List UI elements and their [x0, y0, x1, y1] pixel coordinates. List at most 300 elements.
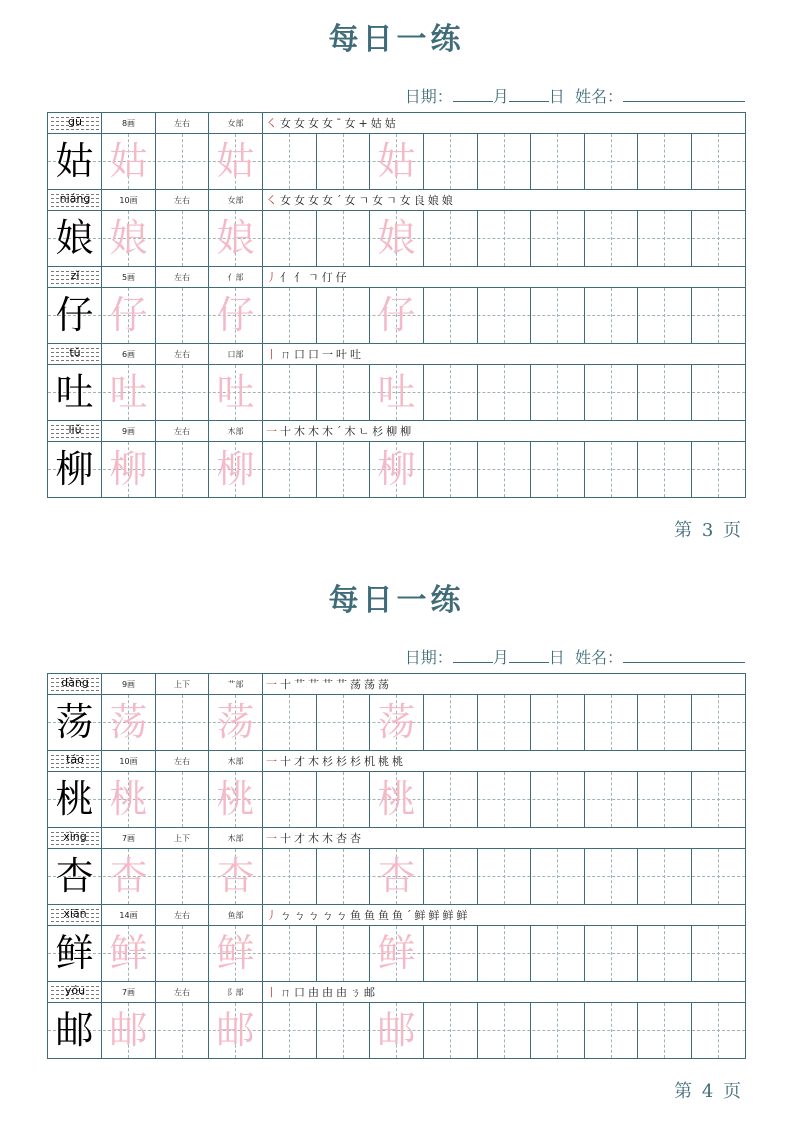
model-character: 鲜 — [55, 931, 94, 975]
character-info-strip — [47, 750, 746, 772]
writing-box[interactable] — [478, 288, 531, 343]
stroke-order-step: 杏 — [336, 832, 350, 845]
writing-box[interactable] — [478, 211, 531, 266]
stroke-order-step: 鱼ˊ — [392, 909, 415, 922]
writing-box[interactable] — [638, 442, 692, 497]
stroke-order-step: 亻 — [280, 271, 294, 284]
pinyin: liǔ — [68, 423, 82, 436]
writing-box[interactable] — [317, 288, 370, 343]
writing-box[interactable] — [531, 849, 585, 904]
pinyin-guide — [51, 907, 99, 924]
structure: 左右 — [174, 757, 190, 766]
trace-character-box[interactable] — [102, 211, 156, 266]
writing-grid — [47, 694, 746, 751]
writing-box[interactable] — [638, 695, 692, 750]
stroke-order-step: 亻ㄱ — [294, 271, 322, 284]
writing-box[interactable] — [638, 134, 692, 189]
writing-box[interactable] — [263, 1003, 317, 1058]
stroke-order-step: ㄅ — [322, 909, 336, 922]
writing-box[interactable] — [424, 288, 478, 343]
writing-grid — [47, 925, 746, 982]
trace-character-box[interactable] — [209, 926, 263, 981]
month-blank[interactable] — [453, 648, 493, 663]
writing-box[interactable] — [263, 926, 317, 981]
character-info-strip — [47, 343, 746, 365]
stroke-order-step: 艹 — [336, 678, 350, 691]
trace-character-box[interactable] — [370, 849, 424, 904]
model-character: 荡 — [55, 700, 94, 744]
writing-box[interactable] — [263, 442, 317, 497]
writing-box[interactable] — [531, 288, 585, 343]
radical-cell — [209, 344, 263, 365]
writing-box[interactable] — [317, 211, 370, 266]
stroke-order-step: 杏 — [350, 832, 364, 845]
trace-character-box[interactable] — [102, 442, 156, 497]
writing-box[interactable] — [156, 211, 209, 266]
writing-box[interactable] — [692, 849, 745, 904]
trace-character: 仔 — [109, 293, 148, 337]
writing-box[interactable] — [424, 849, 478, 904]
writing-grid — [47, 771, 746, 828]
writing-box[interactable] — [156, 365, 209, 420]
pinyin: táo — [66, 753, 84, 766]
date-label: 日期： — [404, 648, 453, 667]
writing-box[interactable] — [156, 442, 209, 497]
character-info-strip — [47, 189, 746, 211]
pinyin-cell — [48, 113, 102, 134]
radical-cell — [209, 674, 263, 695]
trace-character: 姑 — [109, 139, 148, 183]
stroke-order-sequence — [266, 828, 364, 849]
trace-character: 吐 — [109, 370, 148, 414]
writing-box[interactable] — [263, 365, 317, 420]
structure: 左右 — [174, 427, 190, 436]
writing-box[interactable] — [317, 442, 370, 497]
trace-character: 娘 — [216, 216, 255, 260]
day-label: 日 — [548, 87, 565, 106]
writing-box[interactable] — [478, 1003, 531, 1058]
stroke-order-step: 一 — [266, 678, 280, 691]
pinyin-cell — [48, 751, 102, 772]
stroke-order-step: 杉 — [372, 425, 387, 438]
stroke-count: 9画 — [121, 680, 136, 689]
radical-cell — [209, 828, 263, 849]
trace-character-box[interactable] — [370, 772, 424, 827]
pinyin-guide — [51, 346, 99, 363]
trace-character: 荡 — [216, 700, 255, 744]
writing-box[interactable] — [424, 1003, 478, 1058]
stroke-count: 10画 — [119, 757, 138, 766]
writing-box[interactable] — [692, 442, 745, 497]
writing-box[interactable] — [638, 1003, 692, 1058]
writing-grid — [47, 848, 746, 905]
stroke-order-step: 木 — [294, 425, 308, 438]
date-name-line — [405, 645, 745, 668]
stroke-order-step: 木 — [322, 832, 336, 845]
writing-box[interactable] — [585, 926, 638, 981]
stroke-count-cell — [102, 113, 156, 134]
trace-character: 鲜 — [377, 931, 416, 975]
writing-box[interactable] — [638, 365, 692, 420]
stroke-order-step: 女 — [294, 194, 308, 207]
trace-character: 柳 — [377, 447, 416, 491]
trace-character: 邮 — [109, 1008, 148, 1052]
writing-box[interactable] — [156, 288, 209, 343]
model-character: 桃 — [55, 777, 94, 821]
writing-box[interactable] — [692, 772, 745, 827]
trace-character-box[interactable] — [209, 442, 263, 497]
writing-box[interactable] — [424, 695, 478, 750]
day-blank[interactable] — [509, 648, 549, 663]
stroke-count: 14画 — [119, 911, 138, 920]
trace-character: 仔 — [216, 293, 255, 337]
writing-box[interactable] — [692, 134, 745, 189]
stroke-order-step: 杉 — [336, 755, 350, 768]
stroke-order-step: 木ˊ — [322, 425, 345, 438]
writing-box[interactable] — [424, 365, 478, 420]
writing-box[interactable] — [424, 442, 478, 497]
writing-box[interactable] — [692, 1003, 745, 1058]
stroke-order-step: 由ㄋ — [336, 986, 364, 999]
writing-box[interactable] — [424, 211, 478, 266]
structure-cell — [156, 674, 209, 695]
structure: 左右 — [174, 196, 190, 205]
stroke-order-sequence — [266, 674, 392, 695]
stroke-order-step: 仃 — [321, 271, 336, 284]
pinyin: dàng — [61, 676, 89, 689]
writing-box[interactable] — [156, 695, 209, 750]
practice-page — [0, 561, 793, 1122]
pinyin-guide — [51, 830, 99, 847]
writing-box[interactable] — [531, 134, 585, 189]
model-character: 杏 — [55, 854, 94, 898]
stroke-order-step: 荡 — [378, 678, 392, 691]
name-blank[interactable] — [623, 648, 745, 663]
model-character-box — [48, 695, 102, 750]
structure-cell — [156, 113, 209, 134]
pinyin-cell — [48, 905, 102, 926]
writing-box[interactable] — [156, 134, 209, 189]
practice-sheet — [47, 112, 745, 498]
stroke-order-step: 口 — [294, 348, 308, 361]
structure-cell — [156, 190, 209, 211]
model-character-box — [48, 772, 102, 827]
stroke-order-step: 木 — [308, 755, 322, 768]
trace-character: 仔 — [377, 293, 416, 337]
trace-character-box[interactable] — [370, 211, 424, 266]
model-character: 吐 — [55, 370, 94, 414]
writing-box[interactable] — [585, 288, 638, 343]
stroke-order-step: 杉 — [350, 755, 364, 768]
stroke-order-step: 女+ — [344, 117, 371, 130]
model-character-box — [48, 134, 102, 189]
trace-character: 鲜 — [109, 931, 148, 975]
writing-box[interactable] — [317, 926, 370, 981]
day-label: 日 — [548, 648, 565, 667]
stroke-order-step: 艹 — [294, 678, 308, 691]
writing-box[interactable] — [585, 772, 638, 827]
structure-cell — [156, 421, 209, 442]
writing-box[interactable] — [638, 849, 692, 904]
character-row — [47, 266, 745, 344]
stroke-order-sequence — [266, 113, 399, 134]
stroke-count-cell — [102, 905, 156, 926]
model-character: 柳 — [55, 447, 94, 491]
trace-character-box[interactable] — [209, 365, 263, 420]
writing-box[interactable] — [692, 926, 745, 981]
pinyin: zǐ — [70, 269, 80, 282]
trace-character-box[interactable] — [370, 926, 424, 981]
trace-character: 娘 — [109, 216, 148, 260]
writing-box[interactable] — [478, 926, 531, 981]
writing-box[interactable] — [585, 442, 638, 497]
writing-box[interactable] — [424, 772, 478, 827]
character-row — [47, 827, 745, 905]
date-label: 日期： — [404, 87, 453, 106]
trace-character: 邮 — [216, 1008, 255, 1052]
stroke-order-step: 十 — [280, 832, 294, 845]
trace-character-box[interactable] — [370, 134, 424, 189]
writing-box[interactable] — [424, 134, 478, 189]
stroke-order-step: 艹 — [322, 678, 336, 691]
writing-box[interactable] — [478, 442, 531, 497]
pinyin: gū — [68, 115, 82, 128]
radical-cell — [209, 267, 263, 288]
radical-cell — [209, 113, 263, 134]
writing-box[interactable] — [478, 365, 531, 420]
trace-character: 吐 — [377, 370, 416, 414]
writing-box[interactable] — [263, 134, 317, 189]
writing-box[interactable] — [263, 211, 317, 266]
trace-character-box[interactable] — [102, 134, 156, 189]
character-info-strip — [47, 904, 746, 926]
page-title: 每日一练 — [328, 583, 465, 618]
stroke-order-step: 女ˉ — [322, 117, 345, 130]
writing-box[interactable] — [424, 926, 478, 981]
writing-box[interactable] — [692, 288, 745, 343]
character-info-strip — [47, 420, 746, 442]
character-row — [47, 981, 745, 1059]
writing-box[interactable] — [585, 365, 638, 420]
pinyin: xiān — [63, 907, 87, 920]
writing-box[interactable] — [638, 772, 692, 827]
writing-box[interactable] — [478, 772, 531, 827]
stroke-order-sequence — [266, 905, 471, 926]
writing-box[interactable] — [692, 211, 745, 266]
writing-box[interactable] — [478, 849, 531, 904]
radical: 木部 — [227, 427, 244, 436]
model-character-box — [48, 926, 102, 981]
writing-box[interactable] — [531, 1003, 585, 1058]
writing-box[interactable] — [531, 442, 585, 497]
writing-box[interactable] — [531, 211, 585, 266]
trace-character-box[interactable] — [370, 442, 424, 497]
stroke-order-step: 女 — [294, 117, 308, 130]
stroke-count: 7画 — [121, 988, 136, 997]
stroke-order-step: 艹 — [308, 678, 322, 691]
trace-character-box[interactable] — [102, 772, 156, 827]
writing-box[interactable] — [317, 1003, 370, 1058]
date-name-line — [405, 84, 745, 107]
stroke-order-step: 女良 — [399, 194, 428, 207]
character-info-strip — [47, 112, 746, 134]
writing-grid — [47, 210, 746, 267]
trace-character-box[interactable] — [209, 849, 263, 904]
pinyin-guide — [51, 984, 99, 1001]
stroke-order-step: 女 — [308, 117, 322, 130]
radical-cell — [209, 982, 263, 1003]
trace-character: 娘 — [377, 216, 416, 260]
writing-box[interactable] — [317, 695, 370, 750]
stroke-order-step: 柳 — [386, 425, 401, 438]
writing-box[interactable] — [638, 211, 692, 266]
trace-character-box[interactable] — [102, 695, 156, 750]
trace-character: 桃 — [216, 777, 255, 821]
stroke-order-step: 丿 — [266, 909, 280, 922]
trace-character-box[interactable] — [209, 134, 263, 189]
writing-box[interactable] — [531, 365, 585, 420]
character-info-strip — [47, 266, 746, 288]
trace-character-box[interactable] — [209, 211, 263, 266]
character-info-strip — [47, 827, 746, 849]
stroke-order-sequence — [266, 190, 456, 211]
writing-box[interactable] — [156, 772, 209, 827]
trace-character-box[interactable] — [102, 288, 156, 343]
trace-character: 姑 — [216, 139, 255, 183]
stroke-count: 9画 — [121, 427, 136, 436]
writing-box[interactable] — [478, 695, 531, 750]
trace-character: 姑 — [377, 139, 416, 183]
radical-cell — [209, 190, 263, 211]
stroke-order-step: 鱼 — [350, 909, 364, 922]
stroke-order-step: 仔 — [335, 271, 350, 284]
trace-character-box[interactable] — [102, 926, 156, 981]
writing-box[interactable] — [156, 1003, 209, 1058]
writing-box[interactable] — [585, 134, 638, 189]
trace-character-box[interactable] — [102, 365, 156, 420]
writing-box[interactable] — [156, 926, 209, 981]
stroke-order-step: 口 — [294, 986, 308, 999]
stroke-count: 6画 — [121, 350, 136, 359]
stroke-order-sequence — [266, 421, 414, 442]
writing-box[interactable] — [585, 211, 638, 266]
radical: 鱼部 — [227, 911, 244, 920]
name-blank[interactable] — [623, 87, 745, 102]
writing-box[interactable] — [263, 849, 317, 904]
writing-box[interactable] — [531, 695, 585, 750]
stroke-count-cell — [102, 982, 156, 1003]
writing-box[interactable] — [156, 849, 209, 904]
structure: 左右 — [174, 119, 190, 128]
writing-box[interactable] — [531, 772, 585, 827]
trace-character-box[interactable] — [102, 1003, 156, 1058]
name-label: 姓名： — [574, 648, 623, 667]
trace-character-box[interactable] — [209, 1003, 263, 1058]
trace-character-box[interactable] — [209, 288, 263, 343]
writing-box[interactable] — [317, 365, 370, 420]
structure: 上下 — [174, 834, 190, 843]
stroke-order-step: 木 — [308, 832, 322, 845]
trace-character: 杏 — [109, 854, 148, 898]
stroke-order-step: ㄅ — [308, 909, 322, 922]
name-label: 姓名： — [574, 87, 623, 106]
stroke-order-step: 口一 — [308, 348, 336, 361]
trace-character-box[interactable] — [370, 695, 424, 750]
month-blank[interactable] — [453, 87, 493, 102]
stroke-count-cell — [102, 421, 156, 442]
trace-character: 鲜 — [216, 931, 255, 975]
trace-character: 杏 — [216, 854, 255, 898]
writing-box[interactable] — [585, 849, 638, 904]
structure-cell — [156, 905, 209, 926]
writing-box[interactable] — [317, 849, 370, 904]
character-row — [47, 673, 745, 751]
trace-character-box[interactable] — [102, 849, 156, 904]
writing-box[interactable] — [263, 288, 317, 343]
pinyin-guide — [51, 115, 99, 132]
writing-box[interactable] — [585, 1003, 638, 1058]
stroke-order-step: 丿 — [266, 271, 280, 284]
pinyin-cell — [48, 190, 102, 211]
pinyin-cell — [48, 982, 102, 1003]
structure-cell — [156, 751, 209, 772]
pinyin: tǔ — [69, 346, 81, 359]
writing-box[interactable] — [263, 695, 317, 750]
writing-box[interactable] — [317, 134, 370, 189]
trace-character-box[interactable] — [209, 695, 263, 750]
structure-cell — [156, 828, 209, 849]
trace-character-box[interactable] — [370, 1003, 424, 1058]
writing-box[interactable] — [638, 926, 692, 981]
stroke-order-step: ㄇ — [280, 986, 294, 999]
writing-box[interactable] — [531, 926, 585, 981]
stroke-order-step: 十 — [280, 425, 294, 438]
stroke-order-step: 女ㄱ — [372, 194, 400, 207]
model-character-box — [48, 442, 102, 497]
month-label: 月 — [492, 87, 509, 106]
trace-character-box[interactable] — [209, 772, 263, 827]
radical: 女部 — [227, 119, 244, 128]
stroke-order-step: 丨 — [266, 986, 280, 999]
structure-cell — [156, 267, 209, 288]
structure: 上下 — [174, 680, 190, 689]
stroke-order-step: ㄇ — [280, 348, 294, 361]
pinyin-cell — [48, 267, 102, 288]
trace-character: 桃 — [109, 777, 148, 821]
writing-box[interactable] — [263, 772, 317, 827]
day-blank[interactable] — [509, 87, 549, 102]
writing-box[interactable] — [692, 695, 745, 750]
writing-box[interactable] — [692, 365, 745, 420]
stroke-order-step: 一 — [266, 425, 280, 438]
trace-character-box[interactable] — [370, 288, 424, 343]
structure: 左右 — [174, 350, 190, 359]
stroke-order-sequence — [266, 982, 378, 1003]
model-character-box — [48, 365, 102, 420]
writing-box[interactable] — [585, 695, 638, 750]
writing-box[interactable] — [317, 772, 370, 827]
pinyin-guide — [51, 423, 99, 440]
writing-grid — [47, 364, 746, 421]
writing-grid — [47, 287, 746, 344]
character-row — [47, 343, 745, 421]
character-row — [47, 420, 745, 498]
stroke-order-step: 荡 — [364, 678, 378, 691]
writing-box[interactable] — [478, 134, 531, 189]
trace-character-box[interactable] — [370, 365, 424, 420]
writing-box[interactable] — [638, 288, 692, 343]
structure: 左右 — [174, 273, 190, 282]
